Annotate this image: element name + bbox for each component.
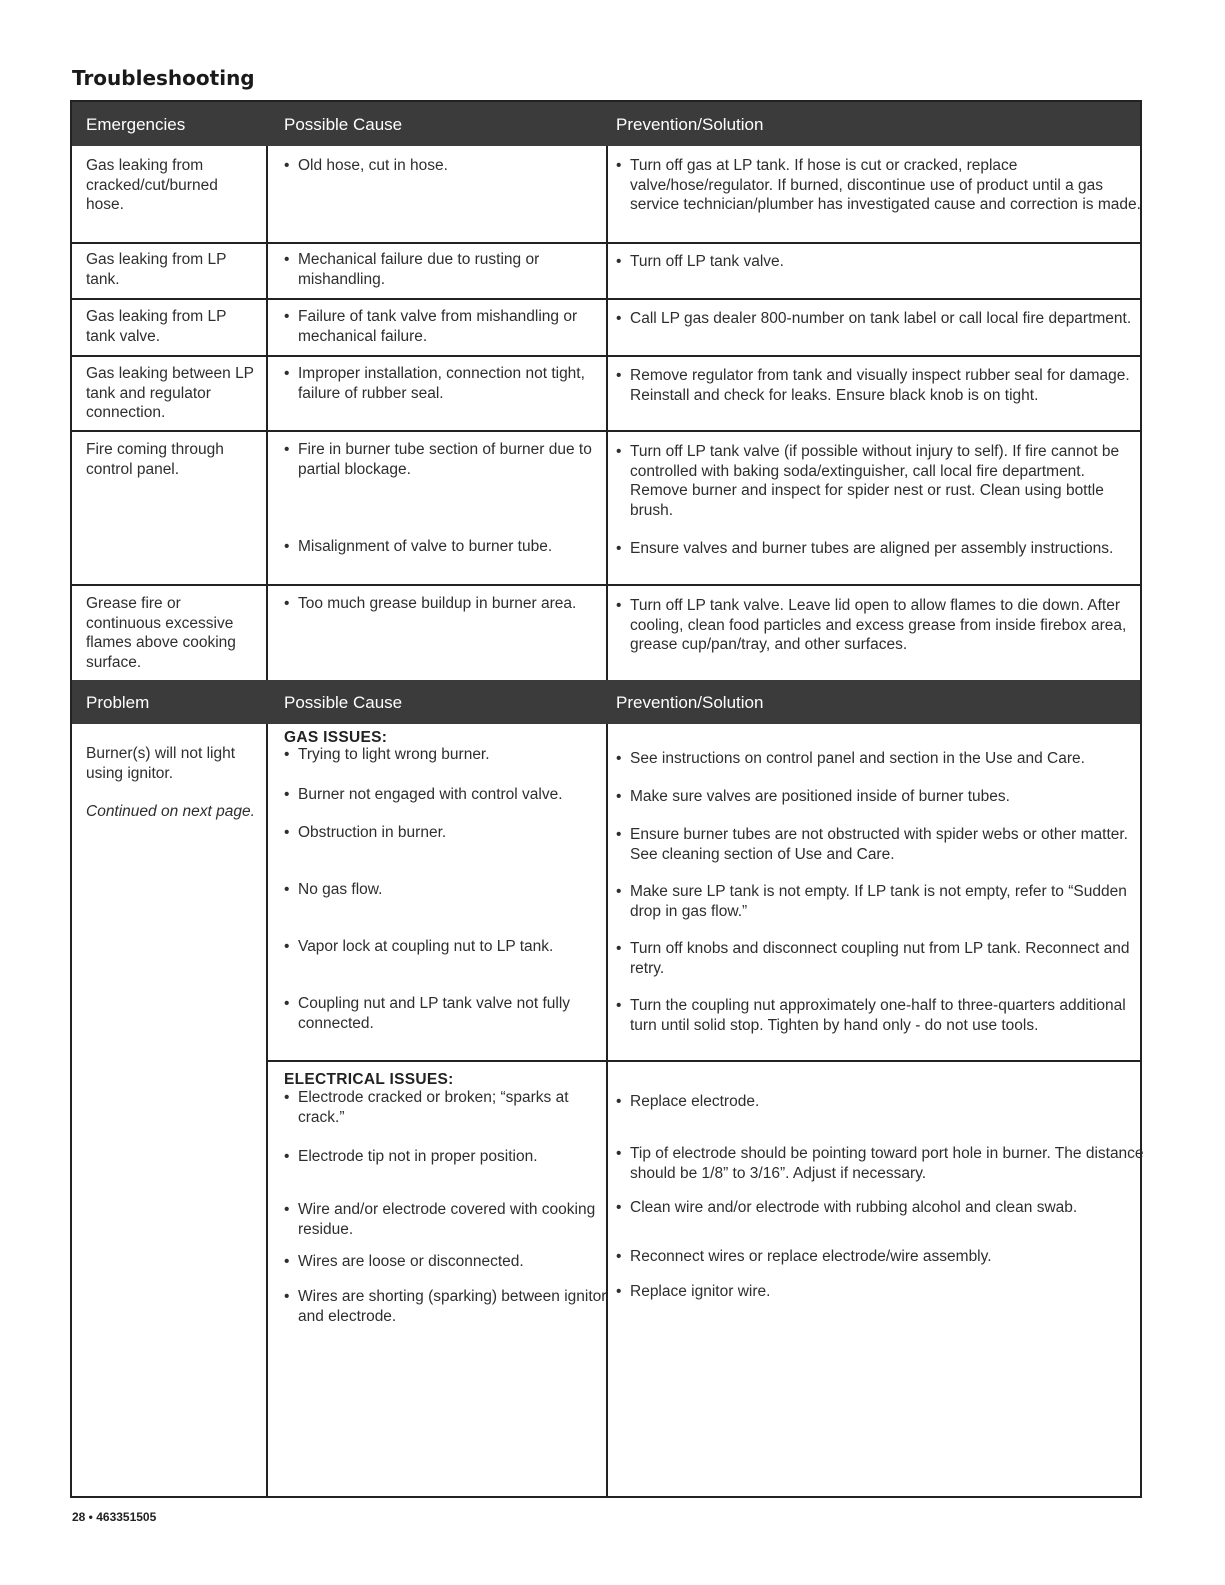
emergency-problem: Gas leaking from LP tank. bbox=[86, 251, 227, 288]
gas-cause: • Trying to light wrong burner. bbox=[284, 745, 608, 765]
gas-solution: • Make sure valves are positioned inside of burner tubes. bbox=[616, 787, 1146, 807]
problem-name: Burner(s) will not light using ignitor. bbox=[86, 745, 236, 782]
gas-solution: • Make sure LP tank is not empty. If LP tank is not empty, refer to “Sudden drop in gas flow.” bbox=[616, 882, 1146, 921]
row-divider bbox=[72, 584, 1140, 586]
row-divider bbox=[72, 242, 1140, 244]
gas-cause: • Burner not engaged with control valve. bbox=[284, 785, 608, 805]
gas-solution: • Ensure burner tubes are not obstructed with spider webs or other matter. See cleaning section of Use and Care. bbox=[616, 825, 1146, 864]
emergency-cause: • Too much grease buildup in burner area. bbox=[284, 594, 608, 614]
emergency-cause: • Fire in burner tube section of burner due to partial blockage. bbox=[284, 440, 608, 479]
emergency-cause: • Mechanical failure due to rusting or mishandling. bbox=[284, 250, 608, 289]
emergency-solution: • Turn off LP tank valve (if possible without injury to self). If fire cannot be controlled with baking soda/extinguisher, call local fire department. Remove burner and inspect for spider nest or rust. Clean using bottle brush. bbox=[616, 442, 1146, 520]
emergency-solution: • Turn off LP tank valve. Leave lid open to allow flames to die down. After cooling, clean food particles and excess grease from inside firebox area, grease cup/pan/tray, and other surfaces. bbox=[616, 596, 1146, 655]
emergency-cause: • Improper installation, connection not tight, failure of rubber seal. bbox=[284, 364, 608, 403]
gas-cause: • Coupling nut and LP tank valve not fully connected. bbox=[284, 994, 608, 1033]
gas-solution: • Turn the coupling nut approximately one-half to three-quarters additional turn until solid stop. Tighten by hand only - do not use tools. bbox=[616, 996, 1146, 1035]
continued-note: Continued on next page. bbox=[86, 803, 255, 820]
header-prevention-solution: Prevention/Solution bbox=[616, 693, 764, 712]
emergency-problem: Grease fire or continuous excessive flames above cooking surface. bbox=[86, 595, 236, 671]
electrical-solution: • Replace electrode. bbox=[616, 1092, 1146, 1112]
gas-solution: • See instructions on control panel and section in the Use and Care. bbox=[616, 749, 1146, 769]
column-divider bbox=[266, 102, 268, 1496]
gas-cause: • No gas flow. bbox=[284, 880, 608, 900]
electrical-solution: • Reconnect wires or replace electrode/wire assembly. bbox=[616, 1247, 1146, 1267]
electrical-solution: • Tip of electrode should be pointing toward port hole in burner. The distance should be 1/8” to 3/16”. Adjust if necessary. bbox=[616, 1144, 1146, 1183]
row-divider bbox=[266, 1060, 1140, 1062]
row-divider bbox=[72, 298, 1140, 300]
emergency-problem: Gas leaking between LP tank and regulator connection. bbox=[86, 365, 254, 421]
electrical-cause: • Wires are loose or disconnected. bbox=[284, 1252, 608, 1272]
emergency-solution: • Ensure valves and burner tubes are aligned per assembly instructions. bbox=[616, 539, 1146, 559]
electrical-solution: • Replace ignitor wire. bbox=[616, 1282, 1146, 1302]
emergency-cause: • Misalignment of valve to burner tube. bbox=[284, 537, 608, 557]
emergency-problem: Fire coming through control panel. bbox=[86, 441, 224, 478]
page-title: Troubleshooting bbox=[72, 66, 255, 90]
emergency-solution: • Call LP gas dealer 800-number on tank label or call local fire department. bbox=[616, 309, 1146, 329]
emergencies-header-row bbox=[72, 102, 1140, 146]
electrical-cause: • Electrode cracked or broken; “sparks at crack.” bbox=[284, 1088, 608, 1127]
gas-cause: • Obstruction in burner. bbox=[284, 823, 608, 843]
emergency-solution: • Remove regulator from tank and visually inspect rubber seal for damage. Reinstall and check for leaks. Ensure black knob is on tight. bbox=[616, 366, 1146, 405]
header-problem: Problem bbox=[86, 693, 150, 712]
row-divider bbox=[72, 355, 1140, 357]
gas-solution: • Turn off knobs and disconnect coupling nut from LP tank. Reconnect and retry. bbox=[616, 939, 1146, 978]
electrical-cause: • Electrode tip not in proper position. bbox=[284, 1147, 608, 1167]
electrical-issues-heading: ELECTRICAL ISSUES: bbox=[284, 1071, 454, 1088]
header-possible-cause: Possible Cause bbox=[284, 693, 403, 712]
gas-cause: • Vapor lock at coupling nut to LP tank. bbox=[284, 937, 608, 957]
electrical-cause: • Wire and/or electrode covered with cooking residue. bbox=[284, 1200, 608, 1239]
emergency-solution: • Turn off gas at LP tank. If hose is cut or cracked, replace valve/hose/regulator. If burned, discontinue use of product until a gas service technician/plumber has investigated cause and correction is made. bbox=[616, 156, 1146, 215]
page-footer: 28 • 463351505 bbox=[72, 1510, 157, 1524]
emergency-cause: • Failure of tank valve from mishandling or mechanical failure. bbox=[284, 307, 608, 346]
emergency-problem: Gas leaking from cracked/cut/burned hose. bbox=[86, 157, 218, 213]
electrical-solution: • Clean wire and/or electrode with rubbing alcohol and clean swab. bbox=[616, 1198, 1146, 1218]
emergency-cause: • Old hose, cut in hose. bbox=[284, 156, 608, 176]
troubleshooting-table bbox=[70, 100, 1142, 1498]
problem-header-row bbox=[72, 680, 1140, 724]
emergency-solution: • Turn off LP tank valve. bbox=[616, 252, 1146, 272]
row-divider bbox=[72, 430, 1140, 432]
gas-issues-heading: GAS ISSUES: bbox=[284, 729, 388, 746]
emergency-problem: Gas leaking from LP tank valve. bbox=[86, 308, 227, 345]
electrical-cause: • Wires are shorting (sparking) between ignitor and electrode. bbox=[284, 1287, 608, 1326]
header-prevention-solution: Prevention/Solution bbox=[616, 115, 764, 134]
header-possible-cause: Possible Cause bbox=[284, 115, 403, 134]
header-emergencies: Emergencies bbox=[86, 115, 186, 134]
